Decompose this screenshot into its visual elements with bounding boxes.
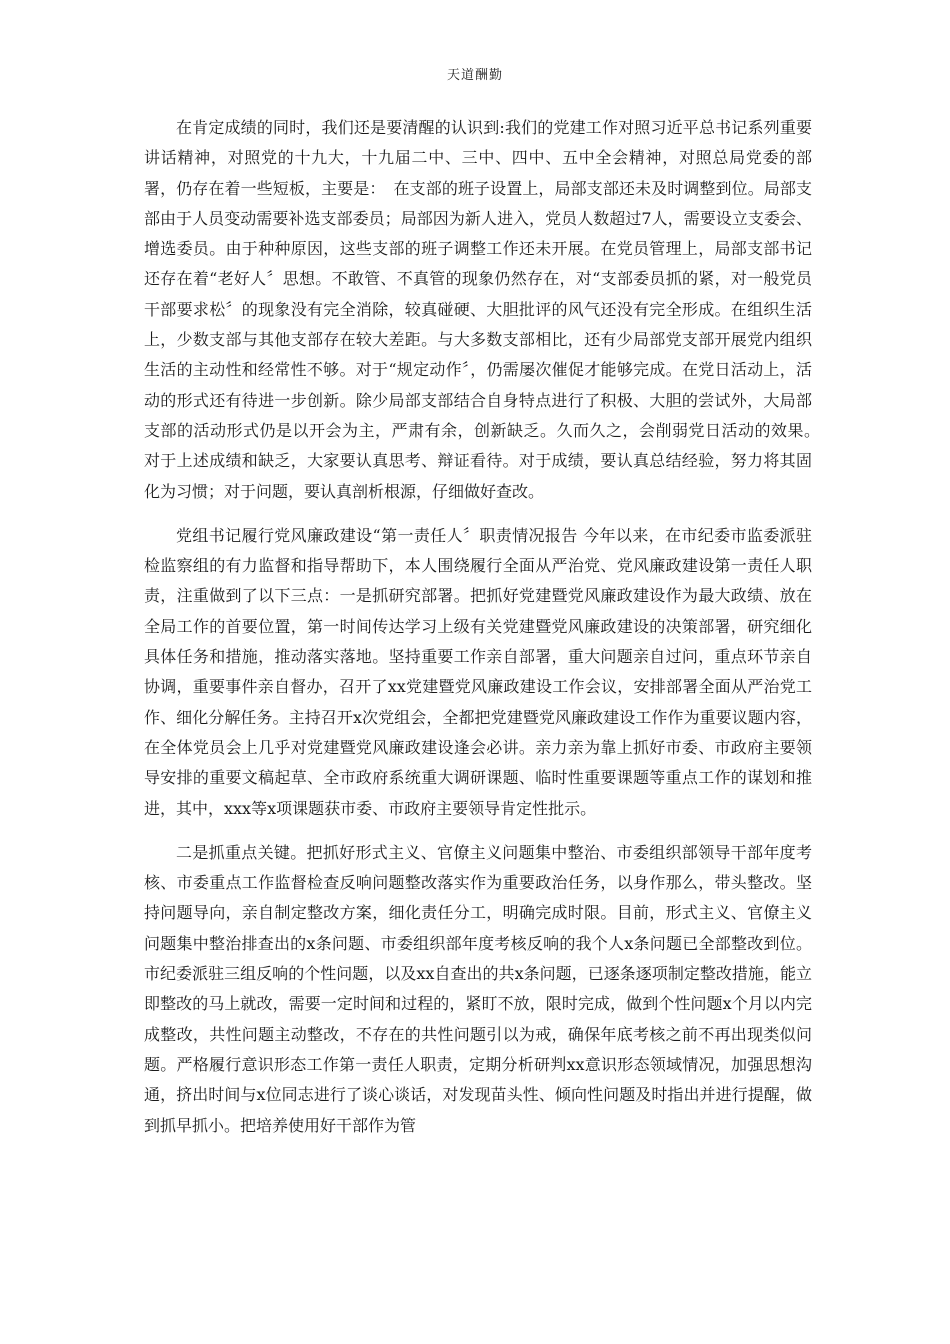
page-header: 天道酬勤 [446, 68, 503, 83]
paragraph-2: 党组书记履行党风廉政建设“第一责任人〞职责情况报告 今年以来，在市纪委市监委派驻检监察组的有力监督和指导帮助下，本人围绕履行全面从严治党、党风廉政建设第一责任人职责，注重做到了以下三点：一是抓研究部署。把抓好党建暨党风廉政建设作为最大政绩、放在全局工作的首要位置，第一时间传达学习上级有关党建暨党风廉政建设的决策部署，研究细化具体任务和措施，推动落实落地。坚持重要工作亲自部署，重大问题亲自过问，重点环节亲自协调，重要事件亲自督办，召开了xx党建暨党风廉政建设工作会议，安排部署全面从严治党工作、细化分解任务。主持召开x次党组会，全都把党建暨党风廉政建设工作作为重要议题内容，在全体党员会上几乎对党建暨党风廉政建设逢会必讲。亲力亲为靠上抓好市委、市政府主要领导安排的重要文稿起草、全市政府系统重大调研课题、临时性重要课题等重点工作的谋划和推进，其中，xxx等x项课题获市委、市政府主要领导肯定性批示。 [144, 525, 812, 818]
paragraph-3: 二是抓重点关键。把抓好形式主义、官僚主义问题集中整治、市委组织部领导干部年度考核、市委重点工作监督检查反响问题整改落实作为重要政治任务，以身作那么，带头整改。坚持问题导向，亲自制定整改方案，细化责任分工，明确完成时限。目前，形式主义、官僚主义问题集中整治排查出的x条问题、市委组织部年度考核反响的我个人x条问题已全部整改到位。市纪委派驻三组反响的个性问题，以及xx自查出的共x条问题，已逐条逐项制定整改措施，能立即整改的马上就改，需要一定时间和过程的，紧盯不放，限时完成，做到个性问题x个月以内完成整改，共性问题主动整改，不存在的共性问题引以为戒，确保年底考核之前不再出现类似问题。严格履行意识形态工作第一责任人职责，定期分析研判xx意识形态领域情况，加强思想沟通，挤出时间与x位同志进行了谈心谈话，对发现苗头性、倾向性问题及时指出并进行提醒，做到抓早抓小。把培养使用好干部作为管 [144, 842, 812, 1135]
document-body [144, 113, 829, 1155]
paragraph-1: 在肯定成绩的同时，我们还是要清醒的认识到:我们的党建工作对照习近平总书记系列重要讲话精神，对照党的十九大，十九届二中、三中、四中、五中全会精神，对照总局党委的部署，仍存在着一些短板，主要是： 在支部的班子设置上，局部支部还未及时调整到位。局部支部由于人员变动需要补选支部委员；局部因为新人进入，党员人数超过7人，需要设立支委会、增选委员。由于种种原因，这些支部的班子调整工作还未开展。在党员管理上，局部支部书记还存在着“老好人〞思想。不敢管、不真管的现象仍然存在，对“支部委员抓的紧，对一般党员干部要求松〞的现象没有完全消除，较真碰硬、大胆批评的风气还没有完全形成。在组织生活上，少数支部与其他支部存在较大差距。与大多数支部相比，还有少局部党支部开展党内组织生活的主动性和经常性不够。对于“规定动作〞，仍需屡次催促才能够完成。在党日活动上，活动的形式还有待进一步创新。除少局部支部结合自身特点进行了积极、大胆的尝试外，大局部支部的活动形式仍是以开会为主，严肃有余，创新缺乏。久而久之，会削弱党日活动的效果。 对于上述成绩和缺乏，大家要认真思考、辩证看待。对于成绩，要认真总结经验，努力将其固化为习惯；对于问题，要认真剖析根源，仔细做好查改。 [144, 118, 829, 501]
